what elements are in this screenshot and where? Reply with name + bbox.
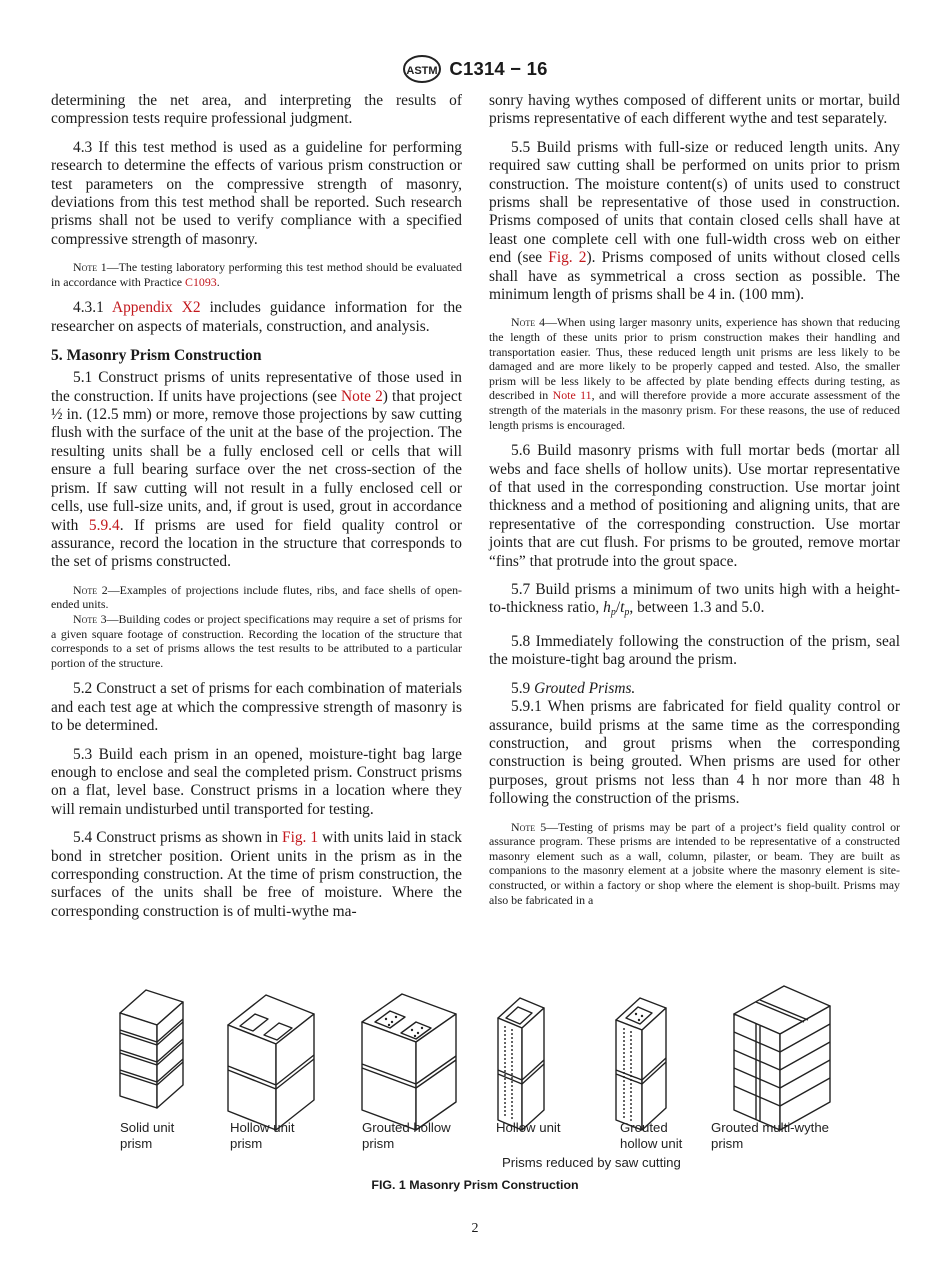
appendix-x2-link[interactable]: Appendix X2 [111, 299, 201, 317]
hollow-unit-prism-drawing [228, 995, 314, 1130]
section-5-8: 5.8 Immediately following the construction of the prism, seal the moisture-tight bag around the prism. [489, 632, 900, 669]
section-5-heading: 5. Masonry Prism Construction [51, 347, 262, 365]
note-4: Note 4—When using larger masonry units, experience has shown that reducing the length of these units prior to prism construction makes their handling and transportation easier. Thus, these reduced length unit prisms are less likely to be damaged and are more likely to be properly capped and tested. Also, the smaller prism will be less likely to be affected by plate bending effects during testing, as described in Note 11, and will therefore provide a more accurate assessment of the strength of the materials in the masonry prism. For these reasons, the use of reduced length prisms is encouraged. [489, 315, 900, 432]
page-number: 2 [471, 1221, 479, 1236]
grouted-hollow-prism-drawing [362, 994, 456, 1130]
figure-1 [0, 980, 950, 1190]
label-reduced-by-saw-cutting: Prisms reduced by saw cutting [502, 1155, 681, 1170]
note-5: Note 5—Testing of prisms may be part of a project’s field quality control or assurance program. These prisms are intended to be representative of a constructed masonry element such as a wall, column, pilaster, or beam. They are built as companions to the masonry element at a jobsite where the masonry element is site-constructed, or within a factory or shop where the element is shop-built. Prisms may also be fabricated in a [489, 819, 900, 907]
label-grouted-multi-wythe-prism: Grouted multi-wythe prism [711, 1120, 829, 1151]
section-5-1: 5.1 Construct prisms of units representative of those used in the construction. If units have projections (see Note 2) that project ½ in. (12.5 mm) or more, remove those projections by saw cutting flush with the surface of the unit at the base of the projection. The resulting units shall be a fully enclosed cell or cells that will ensure a full bearing surface over the net cross-section of the prism. If saw cutting will not result in a fully enclosed cell or cells, use full-size units, and, if grout is used, grout in accordance with 5.9.4. If prisms are used for field quality control or assurance, record the location in the structure that corresponds to the set of prisms constructed. [51, 369, 462, 571]
right-column [489, 92, 900, 907]
section-5-5: 5.5 Build prisms with full-size or reduced length units. Any required saw cutting shall be performed on units prior to prism construction. The moisture content(s) of units used to construct prisms shall be representative of those used in construction. Prisms composed of units that contain closed cells shall have at least one complete cell with one full-width cross web on either end (see Fig. 2). Prisms composed of units without closed cells shall have as symmetrical a cross section as possible. The minimum length of prisms shall be 4 in. (100 mm). [489, 138, 900, 304]
note-3: Note 3—Building codes or project specifications may require a set of prisms for a given square footage of construction. Recording the location of the structure that corresponds to a set of prisms allows the test results to be attributed to a particular portion of the structure. [51, 611, 462, 670]
reduced-hollow-unit-drawing [498, 998, 544, 1130]
section-5-9: 5.9 Grouted Prisms. [511, 679, 636, 697]
c1093-link[interactable]: C1093 [185, 274, 217, 289]
label-grouted-hollow-prism: Grouted hollow prism [362, 1120, 451, 1151]
solid-unit-prism-drawing [120, 990, 183, 1108]
section-4-3-1: 4.3.1 Appendix X2 includes guidance information for the researcher on aspects of materials, construction, and analysis. [51, 299, 463, 335]
paragraph-continued-right: sonry having wythes composed of different units or mortar, build prisms representative of each different wythe and test separately. [489, 92, 900, 128]
label-reduced-hollow-unit: Hollow unit [496, 1120, 561, 1135]
note-11-link[interactable]: Note 11 [552, 388, 592, 403]
fig-1-link[interactable]: Fig. 1 [282, 829, 319, 847]
section-5-7: 5.7 Build prisms a minimum of two units high with a height-to-thickness ratio, $h_p/t_p$, between 1.3 and 5.0. [489, 581, 900, 619]
section-5-9-1: 5.9.1 When prisms are fabricated for field quality control or assurance, build prisms at the same time as the corresponding construction, and grout prisms when the corresponding construction is being grouted. When prisms are used for other purposes, grout prisms not less than 4 h nor more than 48 h following the construction of the prisms. [489, 698, 900, 808]
figure-caption: FIG. 1 Masonry Prism Construction [371, 1178, 579, 1192]
section-5-6: 5.6 Build masonry prisms with full mortar beds (mortar all webs and face shells of hollow units). Use mortar representative of that used in the corresponding construction. Use mortar joint thickness and a method of positioning and aligning units, that are representative of the corresponding construction. Use mortar joints that are cut flush. For prisms to be grouted, remove mortar “fins” that protrude into the grout space. [489, 442, 900, 570]
note-2: Note 2—Examples of projections include flutes, ribs, and face shells of open-ended units. [51, 582, 463, 612]
section-5-4: 5.4 Construct prisms as shown in Fig. 1 with units laid in stack bond in stretcher position. Orient units in the prism as in the corresponding construction. At the time of prism construction, the surfaces of the units shall be free of moisture. Where the corresponding construction is of multi-wythe ma- [51, 829, 462, 920]
note-1: Note 1—The testing laboratory performing this test method should be evaluated in accordance with Practice C1093. [51, 260, 462, 289]
paragraph-continued: determining the net area, and interpreting the results of compression tests require professional judgment. [51, 92, 462, 128]
label-hollow-unit-prism: Hollow unit prism [230, 1120, 295, 1151]
page-header [0, 54, 950, 84]
svg-text:ASTM: ASTM [406, 65, 438, 77]
reduced-grouted-hollow-unit-drawing [616, 998, 666, 1130]
section-4-3: 4.3 If this test method is used as a guideline for performing research to determine the effects of various prism construction or test parameters on the compressive strength of masonry, deviations from this test method shall be reported. Such research prisms shall not be used to verify compliance with a specified compressive strength of masonry. [51, 138, 462, 248]
section-5-2: 5.2 Construct a set of prisms for each combination of materials and each test age at which the compressive strength of masonry is to be determined. [51, 680, 462, 735]
label-solid-unit-prism: Solid unit prism [120, 1120, 175, 1151]
fig-2-link[interactable]: Fig. 2 [548, 249, 587, 267]
note-2-link[interactable]: Note 2 [341, 387, 383, 405]
grouted-multi-wythe-prism-drawing [734, 986, 830, 1130]
astm-logo-icon [402, 54, 442, 84]
label-reduced-grouted-hollow-unit: Grouted hollow unit [620, 1120, 683, 1151]
section-5-9-4-link[interactable]: 5.9.4 [88, 516, 120, 534]
left-column [51, 92, 462, 921]
standard-designation: C1314 − 16 [449, 58, 548, 79]
figure-1-drawings [0, 980, 950, 1190]
section-5-3: 5.3 Build each prism in an opened, moisture-tight bag large enough to enclose and seal the completed prism. Construct prisms on a flat, level base. Construct prisms in a location where they will remain undisturbed until transported for testing. [51, 745, 462, 818]
